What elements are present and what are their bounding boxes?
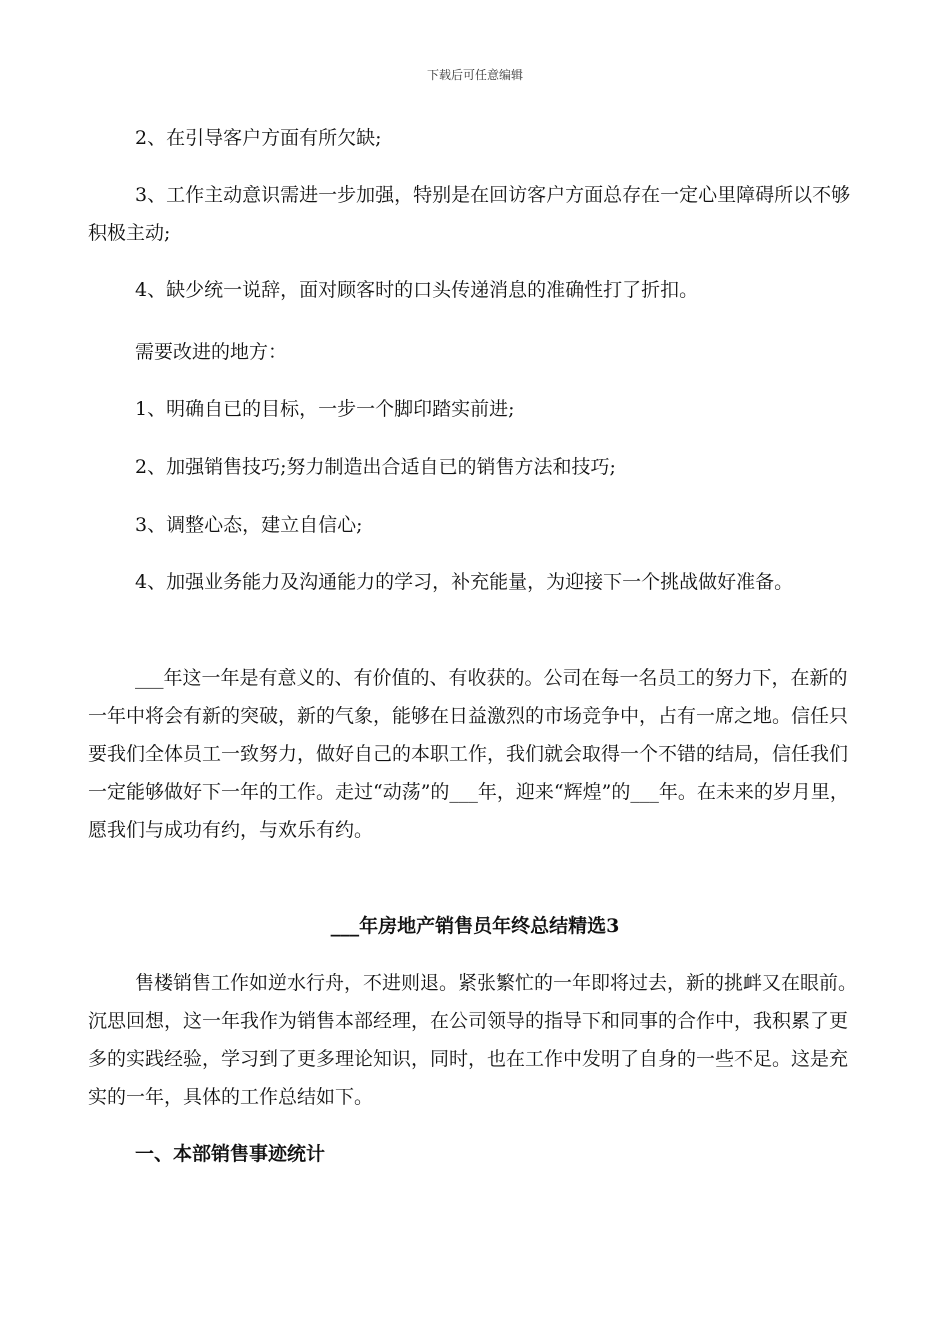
paragraph-2: 3、工作主动意识需进一步加强，特别是在回访客户方面总存在一定心里障碍所以不够积极主动;	[88, 184, 851, 244]
paragraph-8: 4、加强业务能力及沟通能力的学习，补充能量，为迎接下一个挑战做好准备。	[135, 571, 794, 593]
paragraph-3: 4、缺少统一说辞，面对顾客时的口头传递消息的准确性打了折扣。	[135, 279, 699, 301]
section-title: ___年房地产销售员年终总结精选3	[330, 915, 620, 937]
page-header: 下载后可任意编辑	[426, 68, 523, 82]
paragraph-1: 2、在引导客户方面有所欠缺;	[135, 127, 382, 149]
intro-paragraph: 售楼销售工作如逆水行舟，不进则退。紧张繁忙的一年即将过去，新的挑衅又在眼前。沉思回想，这一年我作为销售本部经理，在公司领导的指导下和同事的合作中，我积累了更多的实践经验，学习到了更多理论知识，同时，也在工作中发明了自身的一些不足。这是充实的一年，具体的工作总结如下。	[88, 972, 858, 1108]
paragraph-7: 3、调整心态，建立自信心;	[135, 514, 363, 536]
paragraph-4: 需要改进的地方：	[135, 341, 288, 363]
subheading: 一、本部销售事迹统计	[135, 1143, 326, 1165]
paragraph-9: ___年这一年是有意义的、有价值的、有收获的。公司在每一名员工的努力下，在新的一年中将会有新的突破，新的气象，能够在日益激烈的市场竞争中，占有一席之地。信任只要我们全体员工一致努力，做好自己的本职工作，我们就会取得一个不错的结局，信任我们一定能够做好下一年的工作。走过“动荡”的___年，迎来“辉煌”的___年。在未来的岁月里，愿我们与成功有约，与欢乐有约。	[88, 667, 849, 841]
paragraph-5: 1、明确自已的目标，一步一个脚印踏实前进;	[135, 398, 515, 420]
paragraph-6: 2、加强销售技巧;努力制造出合适自已的销售方法和技巧;	[135, 456, 616, 478]
